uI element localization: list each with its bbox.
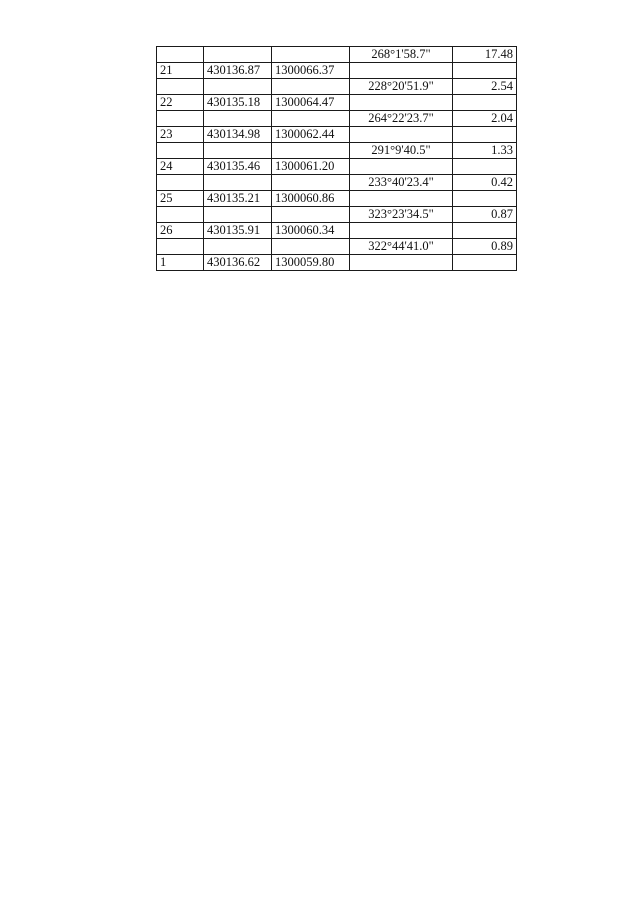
x-coordinate-cell: 430136.87	[204, 63, 272, 79]
y-coordinate-cell: 1300060.34	[272, 223, 350, 239]
distance-cell	[453, 127, 517, 143]
bearing-cell	[350, 159, 453, 175]
point-number-cell: 22	[157, 95, 204, 111]
x-coordinate-cell	[204, 175, 272, 191]
table-row	[157, 207, 517, 223]
table-row	[157, 111, 517, 127]
bearing-cell: 268°1'58.7"	[350, 47, 453, 63]
y-coordinate-cell	[272, 47, 350, 63]
x-coordinate-cell	[204, 207, 272, 223]
table-row	[157, 47, 517, 63]
bearing-cell	[350, 127, 453, 143]
bearing-cell: 291°9'40.5"	[350, 143, 453, 159]
table-row	[157, 239, 517, 255]
distance-cell: 0.42	[453, 175, 517, 191]
table-row	[157, 127, 517, 143]
point-number-cell	[157, 79, 204, 95]
table-row	[157, 223, 517, 239]
distance-cell: 17.48	[453, 47, 517, 63]
bearing-cell	[350, 255, 453, 271]
point-number-cell: 23	[157, 127, 204, 143]
table-row	[157, 95, 517, 111]
y-coordinate-cell	[272, 207, 350, 223]
x-coordinate-cell	[204, 47, 272, 63]
bearing-cell: 233°40'23.4"	[350, 175, 453, 191]
x-coordinate-cell: 430135.18	[204, 95, 272, 111]
point-number-cell: 26	[157, 223, 204, 239]
bearing-cell: 322°44'41.0"	[350, 239, 453, 255]
y-coordinate-cell: 1300060.86	[272, 191, 350, 207]
distance-cell: 2.04	[453, 111, 517, 127]
distance-cell: 0.89	[453, 239, 517, 255]
y-coordinate-cell	[272, 175, 350, 191]
point-number-cell	[157, 111, 204, 127]
x-coordinate-cell	[204, 111, 272, 127]
bearing-cell: 264°22'23.7"	[350, 111, 453, 127]
y-coordinate-cell: 1300064.47	[272, 95, 350, 111]
y-coordinate-cell	[272, 143, 350, 159]
x-coordinate-cell: 430135.21	[204, 191, 272, 207]
y-coordinate-cell: 1300062.44	[272, 127, 350, 143]
x-coordinate-cell: 430135.46	[204, 159, 272, 175]
y-coordinate-cell	[272, 111, 350, 127]
x-coordinate-cell	[204, 143, 272, 159]
distance-cell	[453, 223, 517, 239]
x-coordinate-cell: 430135.91	[204, 223, 272, 239]
x-coordinate-cell	[204, 239, 272, 255]
point-number-cell: 25	[157, 191, 204, 207]
bearing-cell	[350, 95, 453, 111]
table-row	[157, 255, 517, 271]
distance-cell: 2.54	[453, 79, 517, 95]
table-row	[157, 63, 517, 79]
point-number-cell: 24	[157, 159, 204, 175]
distance-cell	[453, 95, 517, 111]
table-row	[157, 143, 517, 159]
distance-cell	[453, 255, 517, 271]
y-coordinate-cell	[272, 79, 350, 95]
x-coordinate-cell	[204, 79, 272, 95]
x-coordinate-cell: 430134.98	[204, 127, 272, 143]
table-row	[157, 175, 517, 191]
point-number-cell	[157, 143, 204, 159]
point-number-cell	[157, 239, 204, 255]
bearing-cell	[350, 223, 453, 239]
bearing-cell: 323°23'34.5"	[350, 207, 453, 223]
distance-cell: 0.87	[453, 207, 517, 223]
table-row	[157, 159, 517, 175]
point-number-cell	[157, 207, 204, 223]
bearing-cell	[350, 63, 453, 79]
distance-cell	[453, 159, 517, 175]
bearing-cell	[350, 191, 453, 207]
point-number-cell: 21	[157, 63, 204, 79]
y-coordinate-cell: 1300061.20	[272, 159, 350, 175]
coordinates-table-body	[157, 47, 517, 271]
distance-cell: 1.33	[453, 143, 517, 159]
table-row	[157, 79, 517, 95]
y-coordinate-cell: 1300066.37	[272, 63, 350, 79]
coordinates-table	[156, 46, 517, 271]
x-coordinate-cell: 430136.62	[204, 255, 272, 271]
distance-cell	[453, 191, 517, 207]
point-number-cell	[157, 47, 204, 63]
point-number-cell	[157, 175, 204, 191]
distance-cell	[453, 63, 517, 79]
table-row	[157, 191, 517, 207]
y-coordinate-cell	[272, 239, 350, 255]
bearing-cell: 228°20'51.9"	[350, 79, 453, 95]
y-coordinate-cell: 1300059.80	[272, 255, 350, 271]
point-number-cell: 1	[157, 255, 204, 271]
